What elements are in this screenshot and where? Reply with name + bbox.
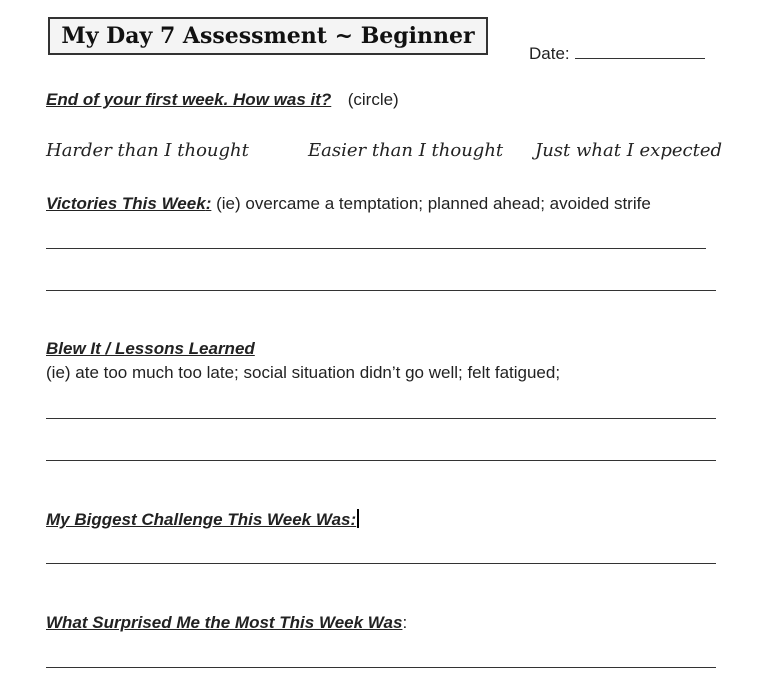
choice-harder[interactable]: Harder than I thought [46, 140, 249, 161]
surprised-heading: What Surprised Me the Most This Week Was [46, 613, 403, 632]
date-field[interactable] [529, 44, 705, 64]
victories-line-1[interactable] [46, 248, 706, 249]
date-blank-line[interactable] [575, 44, 705, 59]
victories-colon: : [205, 194, 212, 213]
section-how-was-it [46, 90, 399, 110]
lessons-line-2[interactable] [46, 460, 716, 461]
challenge-heading: My Biggest Challenge This Week Was [46, 510, 351, 529]
title-box [48, 17, 488, 55]
section-surprised [46, 613, 407, 633]
lessons-examples: (ie) ate too much too late; social situation didn’t go well; felt fatigued; [46, 363, 561, 382]
section-victories [46, 194, 651, 214]
section-lessons [46, 339, 255, 359]
choice-expected[interactable]: Just what I expected [535, 140, 722, 161]
challenge-colon: : [350, 510, 357, 529]
date-label: Date: [529, 44, 570, 63]
section-challenge [46, 509, 359, 530]
lessons-line-1[interactable] [46, 418, 716, 419]
surprised-line[interactable] [46, 667, 716, 668]
choice-easier[interactable]: Easier than I thought [308, 140, 504, 161]
text-cursor [357, 509, 359, 528]
victories-examples: (ie) overcame a temptation; planned ahead; avoided strife [211, 194, 651, 213]
victories-line-2[interactable] [46, 290, 716, 291]
lessons-heading: Blew It / Lessons Learned [46, 339, 255, 358]
victories-heading: Victories This Week [46, 194, 206, 213]
page-title: My Day 7 Assessment ~ Beginner [61, 23, 475, 49]
how-was-it-heading: End of your first week. How was it? [46, 90, 332, 109]
surprised-colon: : [402, 613, 408, 632]
circle-note: (circle) [347, 90, 399, 109]
challenge-line[interactable] [46, 563, 716, 564]
